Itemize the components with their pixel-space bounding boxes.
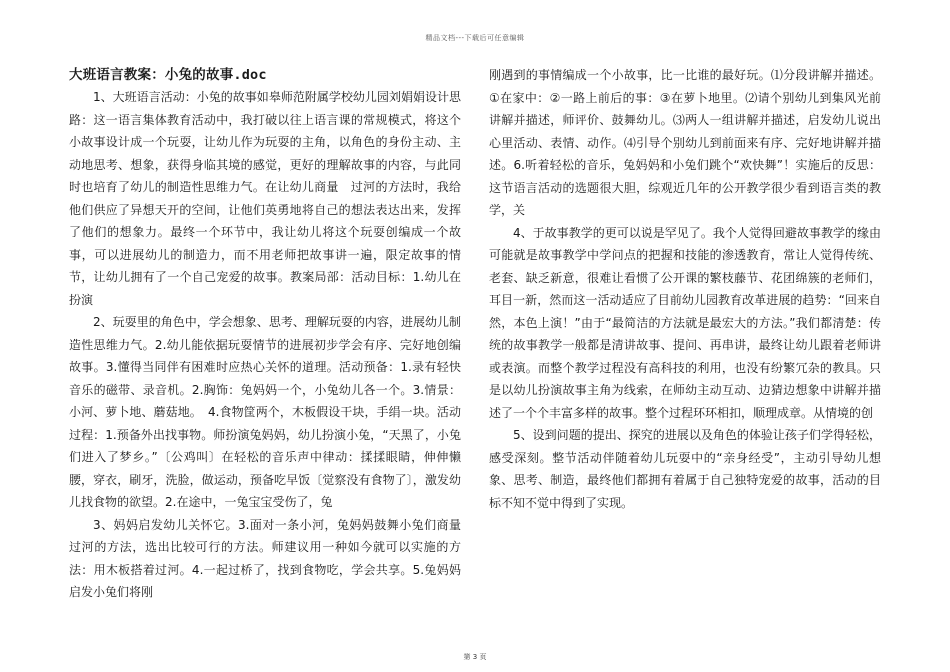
right-column <box>489 64 881 514</box>
paragraph: 4、于故事教学的更可以说是罕见了。我个人觉得回避故事教学的缘由可能就是故事教学中学问点的把握和技能的渗透教育，常让人觉得传统、老套、缺乏新意，很难让看惯了公开课的繁枝藤节、花团绵簇的老师们，耳目一新，然而这一活动适应了目前幼儿园教育改革进展的趋势：“回来自然，本色上演！”由于“最简洁的方法就是最宏大的方法。”我们都清楚：传统的故事教学一般都是清讲故事、提问、再串讲，最终让幼儿跟着老师讲或表演。而整个教学过程没有高科技的利用，也没有纷繁冗杂的教具。只是以幼儿扮演故事主角为线索，在师幼主动互动、边猜边想象中讲解并描述了一个个丰富多样的故事。整个过程环环相扣，顺理成章。从情境的创 <box>489 225 881 420</box>
paragraph: 1、大班语言活动：小兔的故事如皋师范附属学校幼儿园刘娟娟设计思路：这一语言集体教育活动中，我打破以往上语言课的常规模式，将这个小故事设计成一个玩耍，让幼儿作为玩耍的主角，以角色的身份主动、主动地思考、想象，获得身临其境的感觉，更好的理解故事的内容，与此同时也培育了幼儿的制造性思维力气。在让幼儿商量 过河的方法时，我给他们供应了异想天开的空间，让他们英勇地将自己的想法表达出来，发挥了他们的想象力。最终一个环节中，我让幼儿将这个玩耍创编成一个故事，可以进展幼儿的制造力，而不用老师把故事讲一遍，限定故事的情节，让幼儿拥有了一个自己宠爱的故事。教案局部：活动目标：1.幼儿在扮演 <box>69 90 461 307</box>
page-header: 精品文档---下载后可任意编辑 <box>425 34 525 42</box>
paragraph: 2、玩耍里的角色中，学会想象、思考、理解玩耍的内容，进展幼儿制造性思维力气。2.幼儿能依据玩耍情节的进展初步学会有序、完好地创编故事。3.懂得当同伴有困难时应热心关怀的道理。活动预备：1.录有轻快音乐的磁带、录音机。2.胸饰：兔妈妈一个，小兔幼儿各一个。3.情景：小河、萝卜地、蘑菇地。 4.食物筐两个，木板假设干块，手绢一块。活动过程：1.预备外出找事物。师扮演兔妈妈，幼儿扮演小兔，“天黑了，小兔们进入了梦乡。”〔公鸡叫〕在轻松的音乐声中律动：揉揉眼睛，伸伸懒腰，穿衣，刷牙，洗脸，做运动，预备吃早饭〔觉察没有食物了〕，激发幼儿找食物的欲望。2.在途中，一兔宝宝受伤了，兔 <box>69 315 461 509</box>
document-title: 大班语言教案：小兔的故事.doc <box>69 67 267 83</box>
page-footer: 第 3 页 <box>463 653 487 661</box>
left-column <box>69 64 474 604</box>
paragraph: 刚遇到的事情编成一个小故事，比一比谁的最好玩。⑴分段讲解并描述。①在家中：②一路上前后的事：③在萝卜地里。⑵请个别幼儿到集风光前讲解并描述，师评价、鼓舞幼儿。⑶两人一组讲解并描述，启发幼儿说出心里活动、表情、动作。⑷引导个别幼儿到前面来有序、完好地讲解并描述。6.听着轻松的音乐，兔妈妈和小兔们跳个“欢快舞”！实施后的反思：这节语言活动的选题很大胆，综观近几年的公开教学很少看到语言类的教学，关 <box>489 68 881 217</box>
paragraph: 5、设到问题的提出、探究的进展以及角色的体验让孩子们学得轻松，感受深刻。整节活动伴随着幼儿玩耍中的“亲身经受”，主动引导幼儿想象、思考、制造，最终他们都拥有着属于自己独特宠爱的故事，活动的目标不知不觉中得到了实现。 <box>489 428 881 510</box>
paragraph: 3、妈妈启发幼儿关怀它。3.面对一条小河，兔妈妈鼓舞小兔们商量 过河的方法，选出比较可行的方法。师建议用一种如今就可以实施的方法：用木板搭着过河。4.一起过桥了，找到食物吃，学会共享。5.兔妈妈启发小兔们将刚 <box>69 517 474 599</box>
